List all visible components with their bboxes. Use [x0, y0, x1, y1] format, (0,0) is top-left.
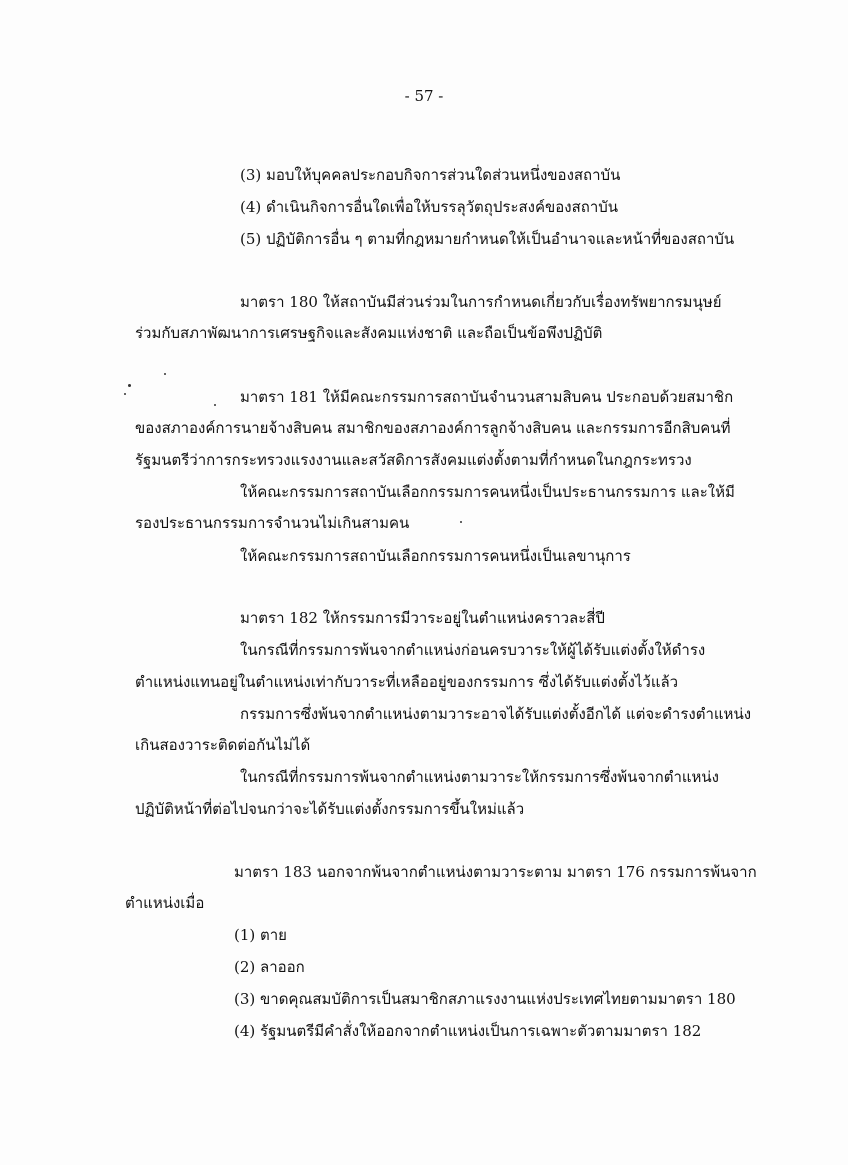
section-180-heading: มาตรา 180 ให้สถาบันมีส่วนร่วมในการกำหนดเกี่ยวกับเรื่องทรัพยากรมนุษย์ — [240, 293, 722, 311]
scan-speck — [164, 373, 166, 375]
paragraph-line: ร่วมกับสภาพัฒนาการเศรษฐกิจและสังคมแห่งชาติ และถือเป็นข้อพึงปฏิบัติ — [135, 324, 603, 342]
paragraph-line: ตำแหน่งเมื่อ — [125, 894, 205, 912]
list-item: (4) รัฐมนตรีมีคำสั่งให้ออกจากตำแหน่งเป็นการเฉพาะตัวตามมาตรา 182 — [234, 1022, 702, 1040]
list-item: (1) ตาย — [234, 926, 287, 944]
paragraph-line: (5) ปฏิบัติการอื่น ๆ ตามที่กฎหมายกำหนดให้เป็นอำนาจและหน้าที่ของสถาบัน — [240, 230, 735, 248]
paragraph-line: ตำแหน่งแทนอยู่ในตำแหน่งเท่ากับวาระที่เหลืออยู่ของกรรมการ ซึ่งได้รับแต่งตั้งไว้แล้ว — [135, 673, 679, 691]
section-182-heading: มาตรา 182 ให้กรรมการมีวาระอยู่ในตำแหน่งคราวละสี่ปี — [240, 609, 605, 627]
paragraph-line: รองประธานกรรมการจำนวนไม่เกินสามคน — [135, 514, 410, 532]
paragraph-line: (4) ดำเนินกิจการอื่นใดเพื่อให้บรรลุวัตถุประสงค์ของสถาบัน — [240, 198, 619, 216]
paragraph-line: เกินสองวาระติดต่อกันไม่ได้ — [135, 736, 311, 754]
section-183-heading: มาตรา 183 นอกจากพ้นจากตำแหน่งตามวาระตาม มาตรา 176 กรรมการพ้นจาก — [234, 863, 757, 881]
scan-speck — [460, 521, 462, 523]
paragraph-line: (3) มอบให้บุคคลประกอบกิจการส่วนใดส่วนหนึ่งของสถาบัน — [240, 166, 621, 184]
paragraph-line: ปฏิบัติหน้าที่ต่อไปจนกว่าจะได้รับแต่งตั้งกรรมการขึ้นใหม่แล้ว — [135, 800, 525, 818]
page-number: - 57 - — [404, 87, 444, 105]
paragraph-line: รัฐมนตรีว่าการกระทรวงแรงงานและสวัสดิการสังคมแต่งตั้งตามที่กำหนดในกฎกระทรวง — [135, 451, 692, 469]
list-item: (2) ลาออก — [234, 958, 305, 976]
scan-speck — [124, 393, 126, 395]
paragraph-line: ให้คณะกรรมการสถาบันเลือกกรรมการคนหนึ่งเป็นเลขานุการ — [240, 547, 631, 565]
scan-speck — [214, 404, 216, 406]
paragraph-line: กรรมการซึ่งพ้นจากตำแหน่งตามวาระอาจได้รับแต่งตั้งอีกได้ แต่จะดำรงตำแหน่ง — [240, 705, 752, 723]
section-181-heading: มาตรา 181 ให้มีคณะกรรมการสถาบันจำนวนสามสิบคน ประกอบด้วยสมาชิก — [240, 388, 734, 406]
paragraph-line: ให้คณะกรรมการสถาบันเลือกกรรมการคนหนึ่งเป็นประธานกรรมการ และให้มี — [240, 483, 735, 501]
paragraph-line: ของสภาองค์การนายจ้างสิบคน สมาชิกของสภาองค์การลูกจ้างสิบคน และกรรมการอีกสิบคนที่ — [135, 419, 731, 437]
paragraph-line: ในกรณีที่กรรมการพ้นจากตำแหน่งก่อนครบวาระให้ผู้ได้รับแต่งตั้งให้ดำรง — [240, 641, 706, 659]
paragraph-line: ในกรณีที่กรรมการพ้นจากตำแหน่งตามวาระให้กรรมการซึ่งพ้นจากตำแหน่ง — [240, 768, 720, 786]
scan-speck — [128, 384, 131, 387]
list-item: (3) ขาดคุณสมบัติการเป็นสมาชิกสภาแรงงานแห่งประเทศไทยตามมาตรา 180 — [234, 990, 736, 1008]
